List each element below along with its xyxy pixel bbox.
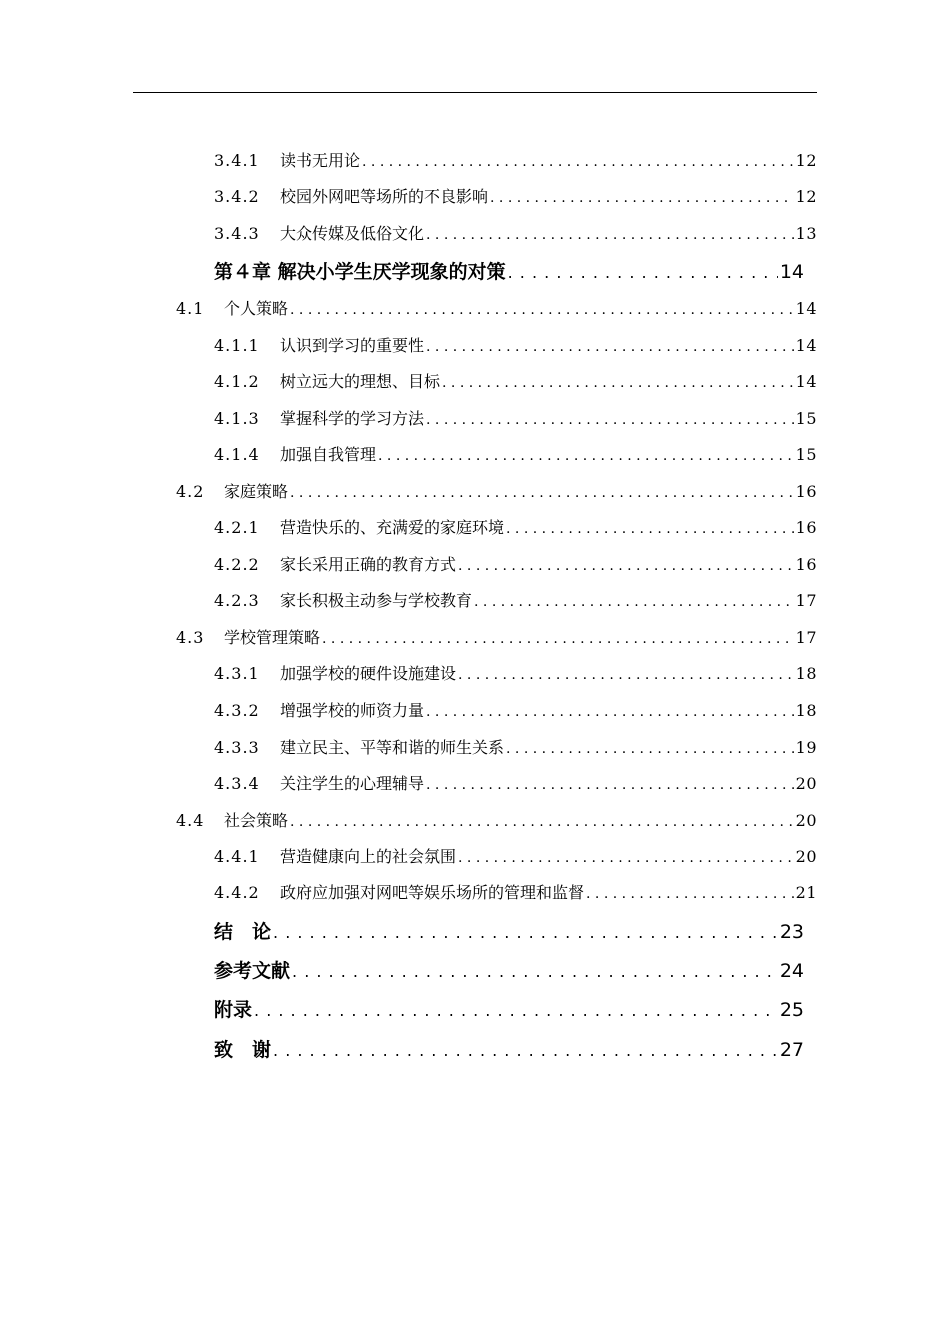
toc-entry-title: 附录: [214, 999, 253, 1021]
toc-entry-title: 增强学校的师资力量: [280, 701, 425, 720]
toc-entry-number: 4.1.3: [214, 409, 260, 428]
toc-entry-acknowledgements[interactable]: [214, 1037, 804, 1063]
toc-entry-4-2-1[interactable]: [214, 517, 817, 539]
toc-leader-dots: [506, 738, 794, 760]
toc-page-number: 16: [795, 555, 817, 574]
toc-entry-title: 家长采用正确的教育方式: [280, 555, 457, 574]
toc-entry-title: 结 论: [214, 921, 272, 943]
toc-leader-dots: [426, 224, 794, 246]
toc-entry-title: 营造快乐的、充满爱的家庭环境: [280, 518, 505, 537]
toc-leader-dots: [458, 664, 794, 686]
toc-leader-dots: [362, 151, 794, 173]
toc-entry-title: 致 谢: [214, 1039, 272, 1061]
toc-entry-4-4-2[interactable]: [214, 882, 817, 904]
toc-entry-number: 4.2.3: [214, 591, 260, 610]
toc-entry-4-1-2[interactable]: [214, 371, 817, 393]
toc-entry-number: 4.4.1: [214, 847, 260, 866]
toc-entry-4-3-4[interactable]: [214, 773, 817, 795]
toc-leader-dots: [586, 883, 794, 905]
toc-leader-dots: [426, 701, 794, 723]
toc-page-number: 17: [795, 591, 817, 610]
toc-leader-dots: [474, 591, 794, 613]
toc-entry-title: 大众传媒及低俗文化: [280, 224, 425, 243]
toc-entry-number: 3.4.3: [214, 224, 260, 243]
toc-entry-4-2-2[interactable]: [214, 554, 817, 576]
toc-leader-dots: [506, 518, 794, 540]
toc-entry-4-1[interactable]: [176, 298, 817, 320]
toc-entry-number: 4.1.4: [214, 445, 260, 464]
toc-leader-dots: [273, 920, 778, 946]
toc-entry-number: 4.2.2: [214, 555, 260, 574]
toc-entry-number: 4.4: [176, 811, 205, 830]
toc-entry-4-1-1[interactable]: [214, 335, 817, 357]
toc-entry-number: 4.1.1: [214, 336, 260, 355]
toc-page-number: 12: [795, 151, 817, 170]
toc-entry-number: 4.3: [176, 628, 205, 647]
toc-leader-dots: [490, 187, 794, 209]
toc-entry-title: 参考文献: [214, 960, 291, 982]
toc-leader-dots: [290, 811, 794, 833]
toc-entry-number: 4.2: [176, 482, 205, 501]
toc-leader-dots: [292, 959, 778, 985]
toc-entry-3-4-3[interactable]: [214, 223, 817, 245]
toc-page-number: 18: [795, 664, 817, 683]
toc-entry-4-1-3[interactable]: [214, 408, 817, 430]
toc-entry-chapter-4[interactable]: [214, 259, 804, 285]
toc-entry-conclusion[interactable]: [214, 919, 804, 945]
toc-page-number: 25: [779, 999, 804, 1021]
toc-page-number: 16: [795, 518, 817, 537]
toc-entry-3-4-1[interactable]: [214, 150, 817, 172]
toc-entry-number: 4.3.3: [214, 738, 260, 757]
toc-page-number: 23: [779, 921, 804, 943]
toc-entry-3-4-2[interactable]: [214, 186, 817, 208]
toc-entry-number: 4.3.1: [214, 664, 260, 683]
toc-entry-title: 第４章 解决小学生厌学现象的对策: [214, 261, 506, 283]
toc-leader-dots: [273, 1038, 778, 1064]
toc-entry-number: 3.4.1: [214, 151, 260, 170]
toc-entry-number: 3.4.2: [214, 187, 260, 206]
toc-entry-4-4[interactable]: [176, 810, 817, 832]
toc-page-number: 13: [795, 224, 817, 243]
toc-leader-dots: [508, 260, 778, 286]
toc-entry-title: 加强学校的硬件设施建设: [280, 664, 457, 683]
toc-entry-appendix[interactable]: [214, 997, 804, 1023]
toc-entry-4-4-1[interactable]: [214, 846, 817, 868]
toc-entry-title: 树立远大的理想、目标: [280, 372, 441, 391]
toc-leader-dots: [322, 628, 794, 650]
toc-entry-title: 读书无用论: [280, 151, 361, 170]
toc-page-number: 27: [779, 1039, 804, 1061]
toc-leader-dots: [458, 847, 794, 869]
toc-entry-number: 4.4.2: [214, 883, 260, 902]
toc-entry-title: 社会策略: [224, 811, 289, 830]
toc-leader-dots: [290, 482, 794, 504]
toc-entry-number: 4.3.4: [214, 774, 260, 793]
toc-entry-4-3-1[interactable]: [214, 663, 817, 685]
toc-page-number: 21: [795, 883, 817, 902]
toc-page-number: 14: [795, 372, 817, 391]
toc-page-number: 15: [795, 409, 817, 428]
toc-entry-4-1-4[interactable]: [214, 444, 817, 466]
toc-entry-references[interactable]: [214, 958, 804, 984]
toc-leader-dots: [426, 336, 794, 358]
toc-leader-dots: [254, 998, 778, 1024]
toc-page-number: 20: [795, 811, 817, 830]
toc-entry-title: 家长积极主动参与学校教育: [280, 591, 473, 610]
toc-entry-4-3-2[interactable]: [214, 700, 817, 722]
toc-entry-title: 建立民主、平等和谐的师生关系: [280, 738, 505, 757]
toc-page-number: 20: [795, 774, 817, 793]
toc-entry-4-3-3[interactable]: [214, 737, 817, 759]
toc-page-number: 15: [795, 445, 817, 464]
toc-page-number: 14: [795, 299, 817, 318]
toc-page-number: 20: [795, 847, 817, 866]
toc-page-number: 16: [795, 482, 817, 501]
toc-entry-number: 4.1: [176, 299, 205, 318]
toc-page-number: 19: [795, 738, 817, 757]
toc-entry-4-3[interactable]: [176, 627, 817, 649]
toc-entry-title: 政府应加强对网吧等娱乐场所的管理和监督: [280, 883, 585, 902]
toc-page-number: 17: [795, 628, 817, 647]
toc-entry-title: 营造健康向上的社会氛围: [280, 847, 457, 866]
toc-leader-dots: [290, 299, 794, 321]
toc-entry-number: 4.1.2: [214, 372, 260, 391]
toc-page-number: 24: [779, 960, 804, 982]
toc-leader-dots: [458, 555, 794, 577]
toc-entry-title: 学校管理策略: [224, 628, 321, 647]
toc-page-number: 14: [779, 261, 804, 283]
toc-entry-title: 关注学生的心理辅导: [280, 774, 425, 793]
toc-entry-title: 家庭策略: [224, 482, 289, 501]
toc-entry-title: 校园外网吧等场所的不良影响: [280, 187, 489, 206]
toc-page-number: 18: [795, 701, 817, 720]
toc-page-number: 14: [795, 336, 817, 355]
toc-entry-number: 4.3.2: [214, 701, 260, 720]
toc-entry-4-2-3[interactable]: [214, 590, 817, 612]
toc-entry-4-2[interactable]: [176, 481, 817, 503]
toc-page-number: 12: [795, 187, 817, 206]
toc-entry-title: 掌握科学的学习方法: [280, 409, 425, 428]
toc-leader-dots: [426, 774, 794, 796]
toc-leader-dots: [426, 409, 794, 431]
toc-entry-number: 4.2.1: [214, 518, 260, 537]
toc-leader-dots: [378, 445, 794, 467]
toc-entry-title: 个人策略: [224, 299, 289, 318]
toc-entry-title: 认识到学习的重要性: [280, 336, 425, 355]
toc-entry-title: 加强自我管理: [280, 445, 377, 464]
toc-leader-dots: [442, 372, 794, 394]
